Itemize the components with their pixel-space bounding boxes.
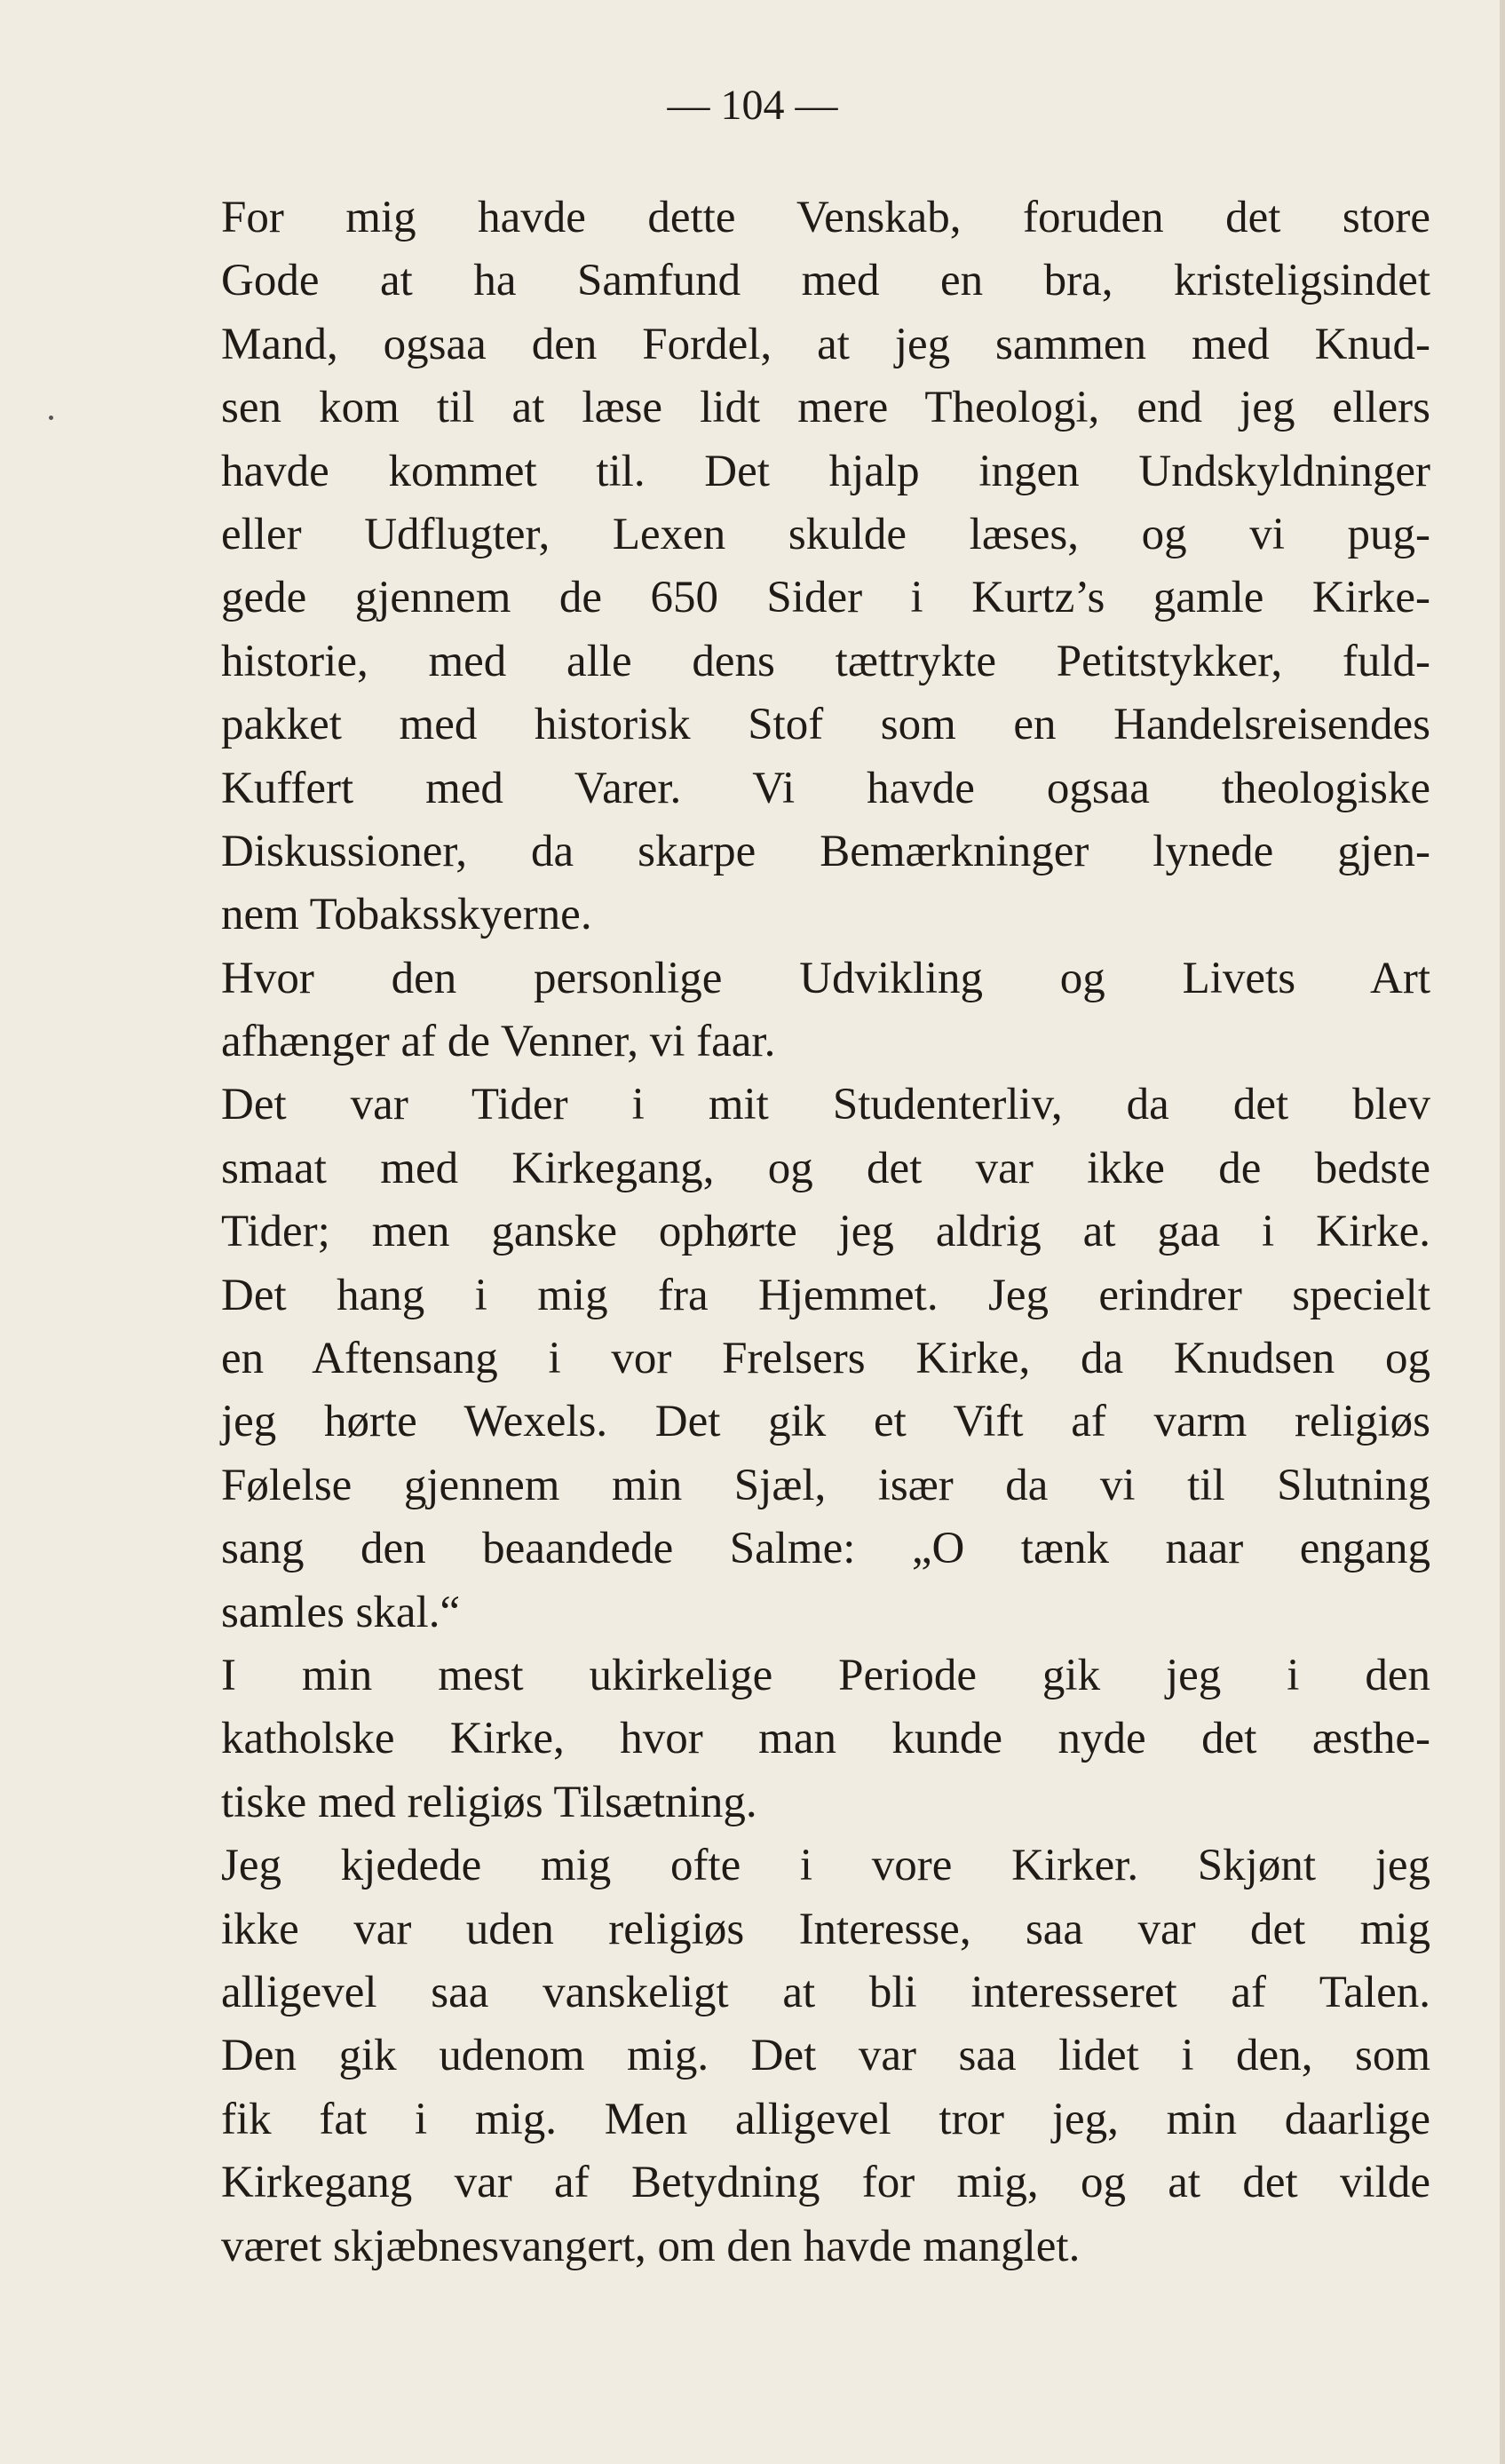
text-line: Kirkegang var af Betydning for mig, og at det vilde: [221, 2158, 1430, 2208]
text-line: ikke var uden religiøs Interesse, saa var det mig: [221, 1904, 1430, 1954]
text-line: tiske med religiøs Tilsætning.: [221, 1777, 757, 1827]
text-line: en Aftensang i vor Frelsers Kirke, da Knudsen og: [221, 1334, 1430, 1384]
text-line: Mand, ogsaa den Fordel, at jeg sammen med Knud-: [221, 319, 1430, 369]
text-line: historie, med alle dens tættrykte Petitstykker, fuld-: [221, 636, 1430, 686]
text-line: Gode at ha Samfund med en bra, kristeligsindet: [221, 256, 1430, 306]
text-line: afhænger af de Venner, vi faar.: [221, 1017, 776, 1067]
text-line: I min mest ukirkelige Periode gik jeg i den: [221, 1650, 1430, 1700]
text-line: Kuffert med Varer. Vi havde ogsaa theologiske: [221, 763, 1430, 813]
text-line: pakket med historisk Stof som en Handelsreisendes: [221, 700, 1430, 750]
margin-dot: [49, 416, 53, 420]
text-line: Det hang i mig fra Hjemmet. Jeg erindrer specielt: [221, 1270, 1430, 1320]
text-line: havde kommet til. Det hjalp ingen Undskyldninger: [221, 446, 1430, 496]
text-line: Diskussioner, da skarpe Bemærkninger lynede gjen-: [221, 826, 1430, 876]
text-line: jeg hørte Wexels. Det gik et Vift af varm religiøs: [221, 1397, 1430, 1447]
text-line: gede gjennem de 650 Sider i Kurtz’s gamle Kirke-: [221, 573, 1430, 623]
text-line: alligevel saa vanskeligt at bli interesseret af Talen.: [221, 1967, 1430, 2017]
text-line: samles skal.“: [221, 1587, 461, 1637]
text-line: Jeg kjedede mig ofte i vore Kirker. Skjønt jeg: [221, 1841, 1430, 1891]
text-line: katholske Kirke, hvor man kunde nyde det æsthe-: [221, 1714, 1430, 1764]
text-line: Den gik udenom mig. Det var saa lidet i den, som: [221, 2031, 1430, 2081]
text-line: sang den beaandede Salme: „O tænk naar engang: [221, 1524, 1430, 1574]
text-line: sen kom til at læse lidt mere Theologi, end jeg ellers: [221, 383, 1430, 433]
body-text: [221, 186, 1430, 2278]
text-line: eller Udflugter, Lexen skulde læses, og vi pug-: [221, 509, 1430, 559]
text-line: Følelse gjennem min Sjæl, især da vi til Slutning: [221, 1460, 1430, 1510]
text-line: Tider; men ganske ophørte jeg aldrig at gaa i Kirke.: [221, 1207, 1430, 1257]
text-line: fik fat i mig. Men alligevel tror jeg, min daarlige: [221, 2094, 1430, 2144]
text-line: Det var Tider i mit Studenterliv, da det blev: [221, 1080, 1430, 1130]
text-line: nem Tobaksskyerne.: [221, 890, 592, 940]
scan-edge: [1500, 0, 1505, 2464]
text-line: været skjæbnesvangert, om den havde manglet.: [221, 2221, 1081, 2271]
page-number: — 104 —: [667, 82, 838, 129]
text-line: Hvor den personlige Udvikling og Livets Art: [221, 953, 1430, 1003]
text-line: smaat med Kirkegang, og det var ikke de bedste: [221, 1143, 1430, 1193]
text-line: For mig havde dette Venskab, foruden det store: [221, 193, 1430, 242]
